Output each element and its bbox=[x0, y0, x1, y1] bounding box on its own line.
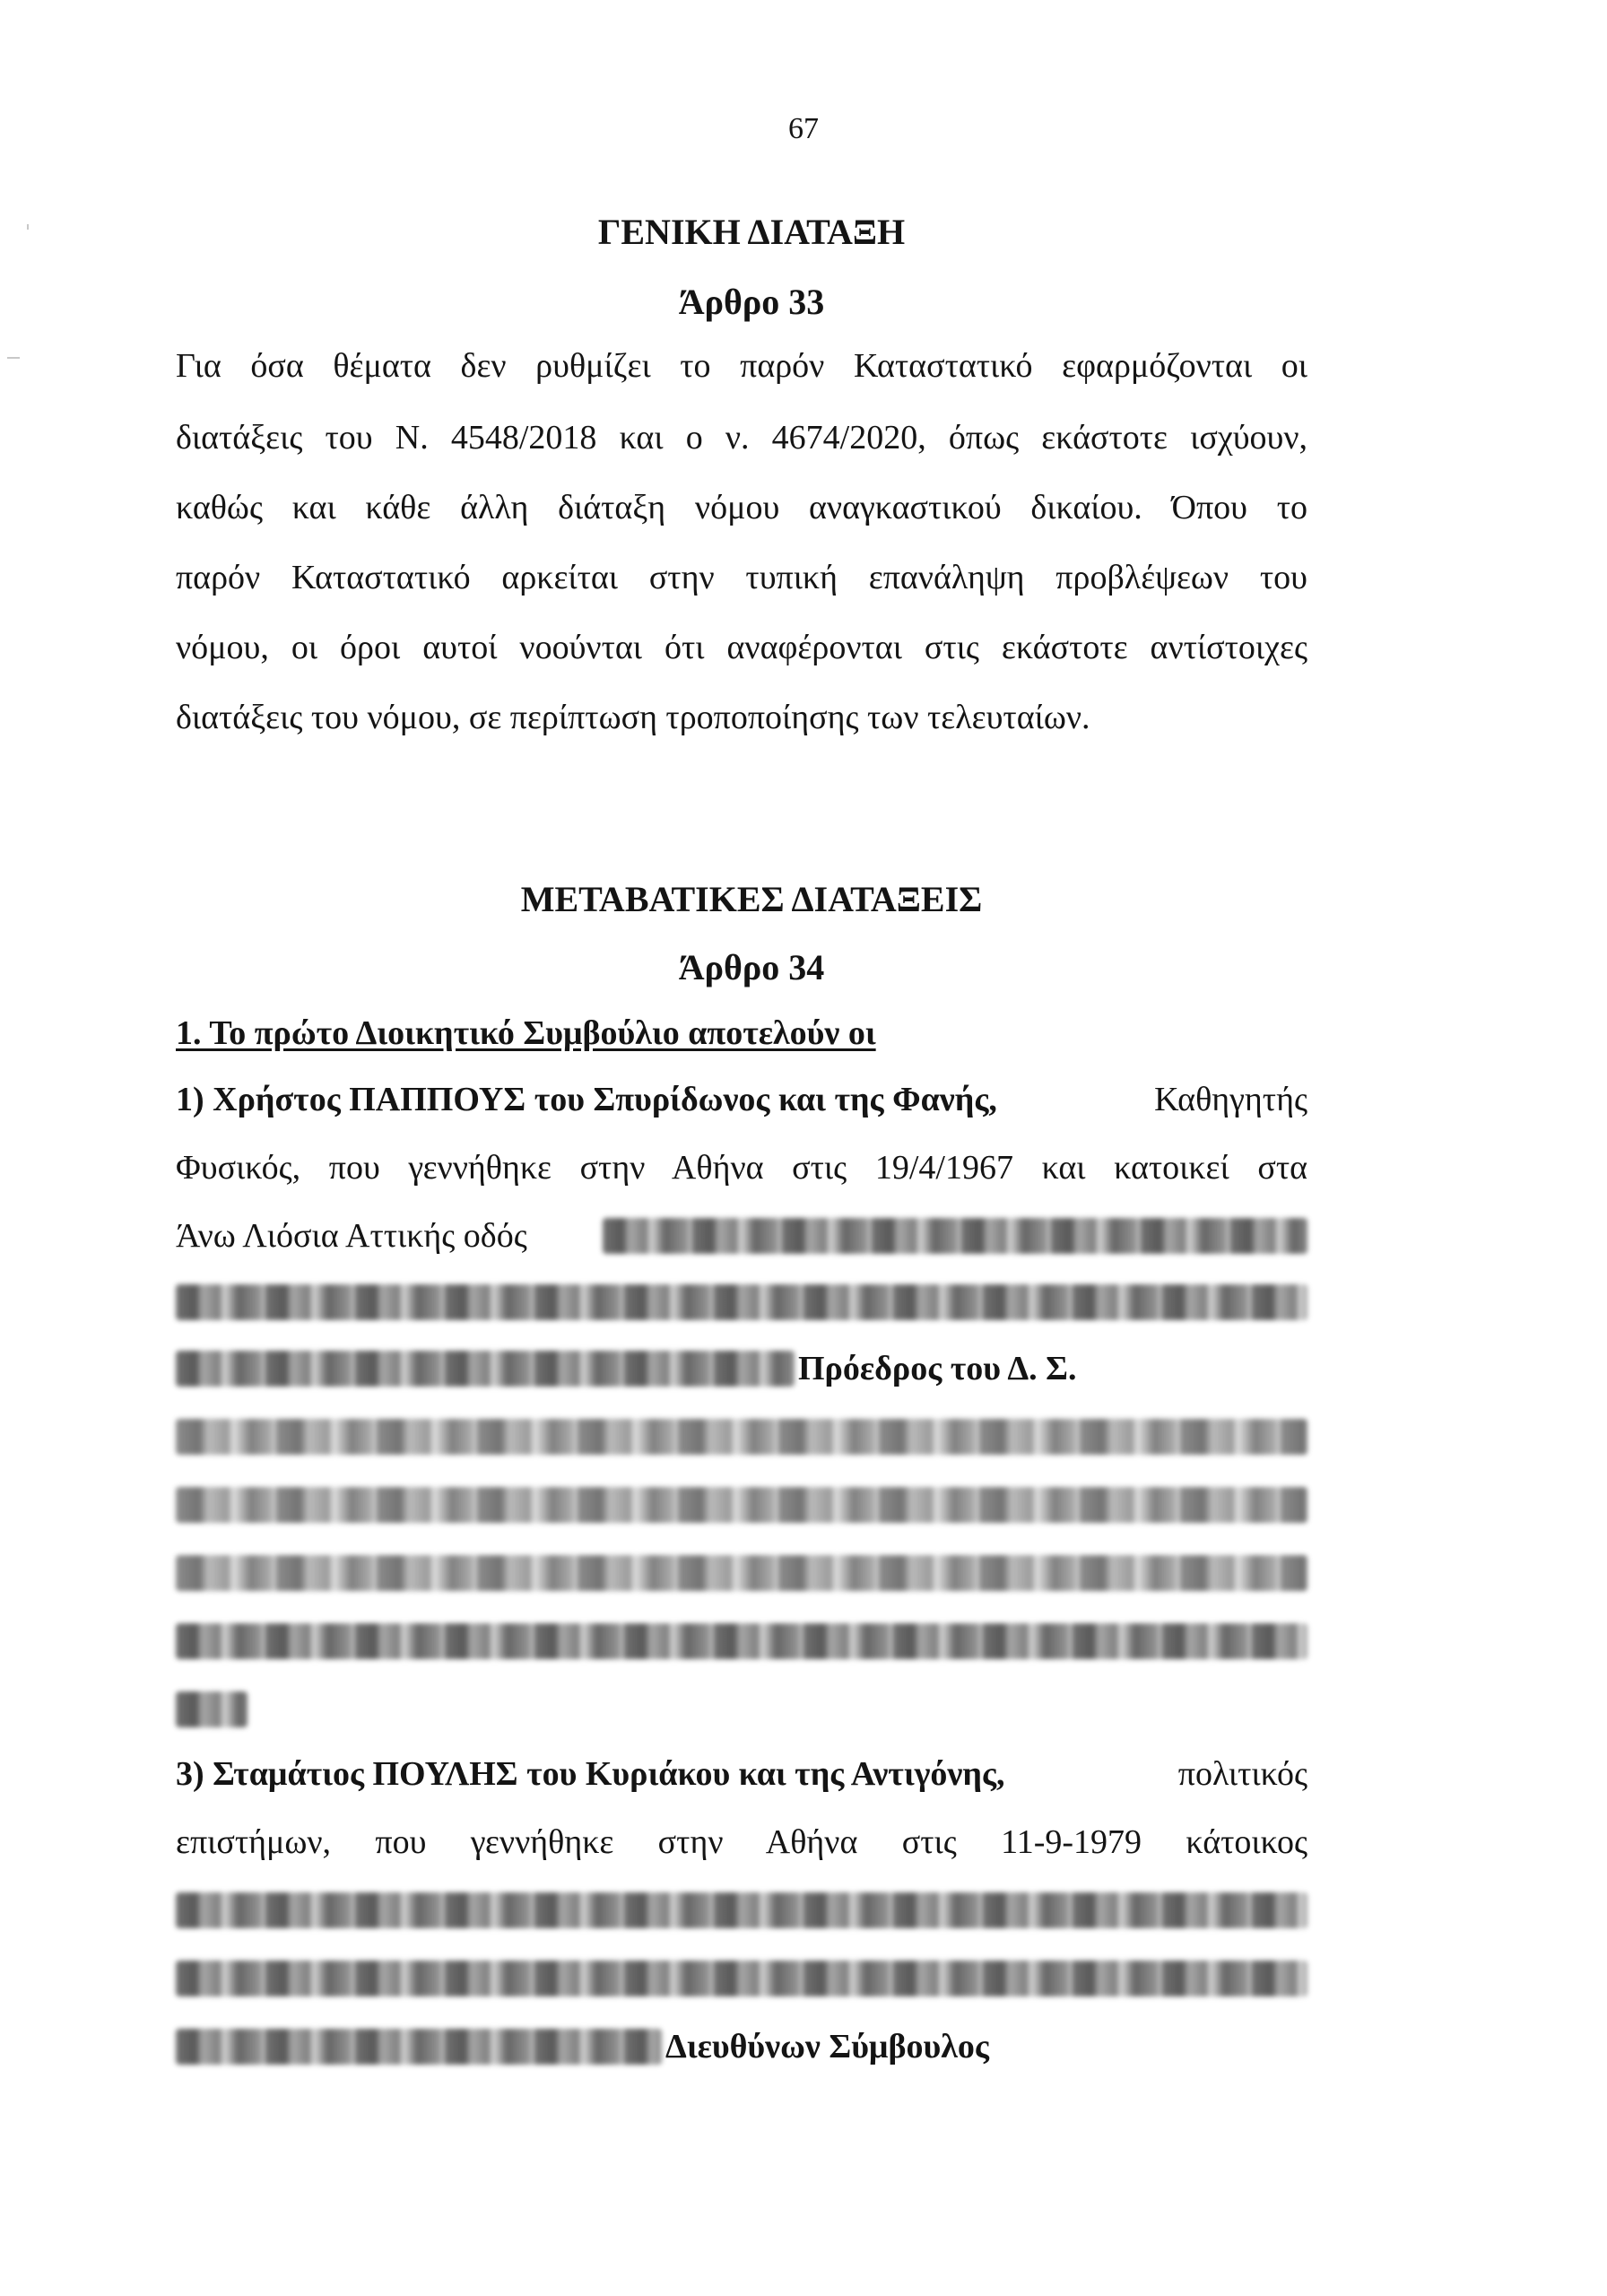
redacted-member-2-line-4 bbox=[176, 1623, 1307, 1659]
article-33-line-1: Για όσα θέματα δεν ρυθμίζει το παρόν Καταστατικό εφαρμόζονται οι bbox=[176, 347, 1307, 385]
article-34-title: Άρθρο 34 bbox=[678, 947, 825, 987]
redacted-text bbox=[176, 2029, 662, 2065]
article-33-title: Άρθρο 33 bbox=[678, 282, 825, 322]
board-subheading: 1. Το πρώτο Διοικητικό Συμβούλιο αποτελούν οι bbox=[176, 1014, 876, 1052]
redacted-text bbox=[176, 1892, 1307, 1928]
scan-artifact bbox=[7, 357, 20, 359]
redacted-text bbox=[176, 1961, 1307, 1996]
article-33-line-3: καθώς και κάθε άλλη διάταξη νόμου αναγκαστικού δικαίου. Όπου το bbox=[176, 489, 1307, 526]
redacted-text bbox=[176, 1284, 1307, 1320]
member-1-profession: Καθηγητής bbox=[1154, 1081, 1307, 1118]
section-heading-transitional-provisions: ΜΕΤΑΒΑΤΙΚΕΣ ΔΙΑΤΑΞΕΙΣ bbox=[520, 879, 983, 919]
page-number: 67 bbox=[788, 112, 819, 145]
article-33-line-4: παρόν Καταστατικό αρκείται στην τυπική επανάληψη προβλέψεων του bbox=[176, 559, 1307, 596]
redacted-member-2-line-2 bbox=[176, 1487, 1307, 1523]
article-33-line-5: νόμου, οι όροι αυτοί νοούνται ότι αναφέρονται στις εκάστοτε αντίστοιχες bbox=[176, 629, 1307, 666]
member-3-name: 3) Σταμάτιος ΠΟΥΛΗΣ του Κυριάκου και της Αντιγόνης, bbox=[176, 1755, 1005, 1793]
article-33-line-2: διατάξεις του Ν. 4548/2018 και ο ν. 4674/2020, όπως εκάστοτε ισχύουν, bbox=[176, 419, 1307, 457]
member-1-line-1 bbox=[176, 1076, 1307, 1123]
member-3-role: Διευθύνων Σύμβουλος bbox=[665, 2028, 989, 2066]
redacted-text bbox=[603, 1218, 1307, 1254]
redacted-member-2-line-5 bbox=[176, 1692, 248, 1727]
redacted-member-2-line-3 bbox=[176, 1555, 1307, 1591]
redacted-text bbox=[176, 1351, 795, 1387]
member-1-line-2: Φυσικός, που γεννήθηκε στην Αθήνα στις 19/4/1967 και κατοικεί στα bbox=[176, 1149, 1307, 1187]
member-3-line-1 bbox=[176, 1751, 1307, 1797]
member-1-name: 1) Χρήστος ΠΑΠΠΟΥΣ του Σπυρίδωνος και της Φανής, bbox=[176, 1081, 997, 1118]
member-3-profession: πολιτικός bbox=[1177, 1755, 1307, 1793]
member-1-role: Πρόεδρος του Δ. Σ. bbox=[798, 1350, 1077, 1387]
member-3-line-2: επιστήμων, που γεννήθηκε στην Αθήνα στις 11-9-1979 κάτοικος bbox=[176, 1823, 1307, 1861]
article-33-line-6: διατάξεις του νόμου, σε περίπτωση τροποποίησης των τελευταίων. bbox=[176, 699, 1090, 736]
redacted-member-2-line-1 bbox=[176, 1419, 1307, 1455]
member-1-line-3: Άνω Λιόσια Αττικής οδός bbox=[176, 1217, 527, 1255]
section-heading-general-provision: ΓΕΝΙΚΗ ΔΙΑΤΑΞΗ bbox=[597, 212, 906, 252]
